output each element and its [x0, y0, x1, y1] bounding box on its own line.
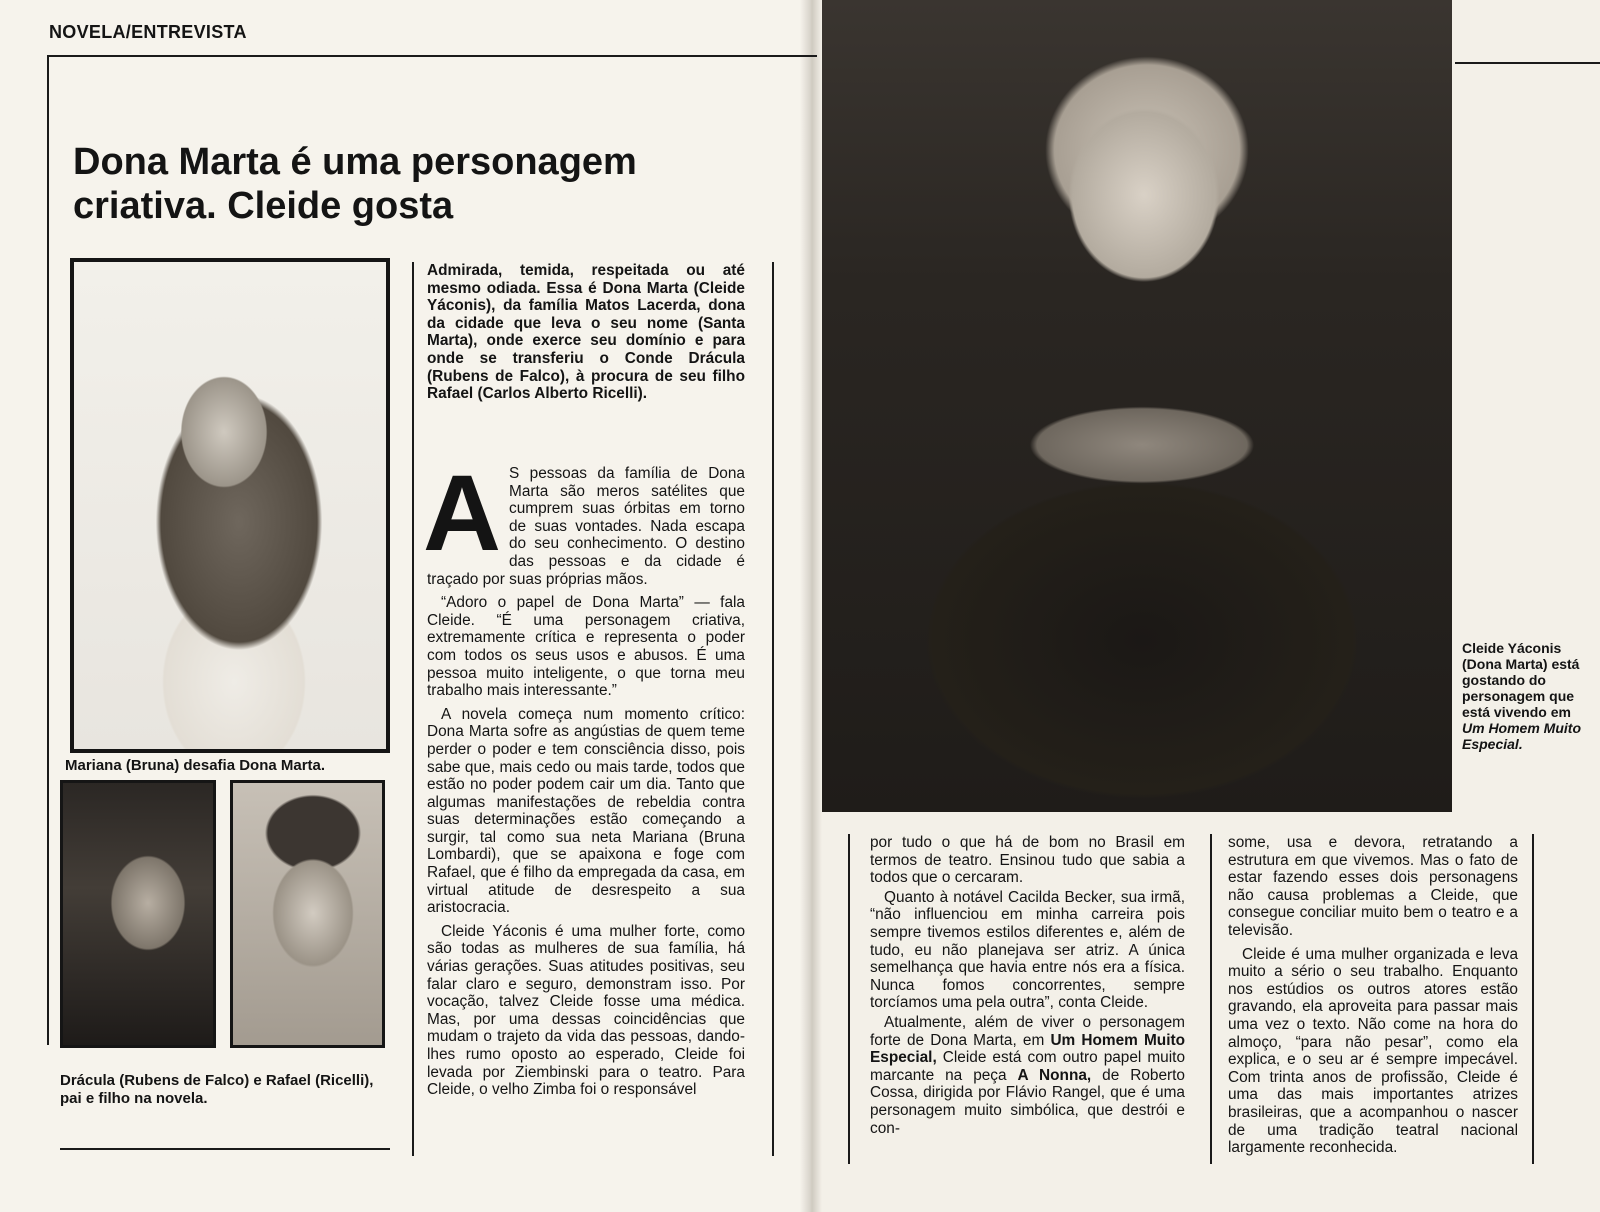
bottom-rule [60, 1148, 390, 1150]
top-rule [47, 55, 817, 57]
article-column-2 [870, 834, 1185, 1137]
paragraph-8: some, usa e devora, retratando a estrutura em que vivemos. Mas o fato de estar fazendo esses dois personagens não causa problemas a Cleide, que consegue conciliar muito bem o teatro e a televisão. [1228, 834, 1518, 939]
paragraph-6: Quanto à notável Cacilda Becker, sua irmã, “não influenciou em minha carreira pois sempre tivemos estilos diferentes e, além de tudo, eu não planejava ser atriz. A única semelhança que havia entre nós era a física. Nunca fomos concorrentes, sempre torcíamos uma pela outra”, conta Cleide. [870, 888, 1185, 1012]
paragraph-9: Cleide é uma mulher organizada e leva muito a sério o seu trabalho. Enquanto nos estúdios os outros atores estão gravando, ela aproveita para passar mais uma vez o texto. Não come na hora do almoço, “para não pesar”, como ela explica, e o seu ar é sempre impecável. Com trinta anos de profissão, Cleide é uma das mais importantes atrizes brasileiras, que a acompanhou o nascer de uma tradição teatral nacional largamente reconhecida. [1228, 945, 1518, 1157]
photo-rafael [230, 780, 385, 1048]
headline: Dona Marta é uma personagem criativa. Cleide gosta [73, 141, 637, 227]
article-column-3 [1228, 834, 1518, 1157]
caption-cleide-text: Cleide Yáconis (Dona Marta) está gostando do personagem que está vivendo em [1462, 640, 1580, 720]
caption-cleide [1462, 640, 1592, 752]
column-rule [1210, 834, 1212, 1164]
paragraph-1 [423, 452, 745, 588]
paragraph-7-text-a: Atualmente, além de viver o personagem forte de Dona Marta, em [870, 1013, 1185, 1049]
article-column-1 [423, 452, 745, 1099]
photo-cleide [822, 0, 1452, 812]
paragraph-5: por tudo o que há de bom no Brasil em termos de teatro. Ensinou tudo que sabia a todos que o cercaram. [870, 834, 1185, 887]
section-label: NOVELA/ENTREVISTA [49, 22, 247, 42]
caption-dracula-rafael: Drácula (Rubens de Falco) e Rafael (Ricelli), pai e filho na novela. [60, 1072, 374, 1107]
caption-mariana: Mariana (Bruna) desafia Dona Marta. [65, 757, 326, 774]
column-rule [1532, 834, 1534, 1164]
caption-cleide-title: Um Homem Muito Especial. [1462, 720, 1581, 752]
play-title: A Nonna, [1017, 1066, 1092, 1084]
paragraph-7-text-c: Cleide está com outro papel muito marcante na peça [870, 1049, 1185, 1084]
lead-paragraph: Admirada, temida, respeitada ou até mesmo odiada. Essa é Dona Marta (Cleide Yáconis), da família Matos Lacerda, dona da cidade que leva o seu nome (Santa Marta), onde exerce seu domínio e para onde se transferiu o Conde Drácula (Rubens de Falco), à procura de seu filho Rafael (Carlos Alberto Ricelli). [427, 262, 745, 403]
left-rule [47, 55, 49, 1045]
column-rule [772, 262, 774, 1156]
paragraph-4: Cleide Yáconis é uma mulher forte, como são todas as mulheres de sua família, há várias gerações. Suas atitudes positivas, seu falar claro e seguro, demonstram isso. Por vocação, talvez Cleide fosse uma médica. Mas, por uma dessas coincidências que mudam o trajeto da vida das pessoas, dando-lhes rumo oposto ao esperado, Cleide foi levada por Ziembinski para o teatro. Para Cleide, o velho Zimba foi o responsável [427, 922, 745, 1099]
show-title: Um Homem Muito Especial, [870, 1031, 1185, 1067]
right-top-rule [1455, 62, 1600, 64]
paragraph-7 [870, 1014, 1185, 1137]
paragraph-3: A novela começa num momento crítico: Dona Marta sofre as angústias de quem teme perder o poder e tem consciência disso, pois sabe que, mais cedo ou mais tarde, todos que estão no poder podem cair um dia. Tanto que algumas manifestações de rebeldia contra suas determinações estão começando a surgir, tal como sua neta Mariana (Bruna Lombardi), que se apaixona e foge com Rafael, que é filho da empregada da casa, em virtual atitude de desrespeito a sua aristocracia. [427, 705, 745, 917]
column-rule [848, 834, 850, 1164]
page-gutter [800, 0, 822, 1212]
photo-dracula [60, 780, 216, 1048]
photo-mariana [70, 258, 390, 753]
paragraph-2: “Adoro o papel de Dona Marta” — fala Cleide. “É uma personagem criativa, extremamente crítica e representa o poder com todos os seus usos e abusos. É uma pessoa muito inteligente, o que torna meu trabalho mais interessante.” [427, 594, 745, 700]
column-rule [412, 262, 414, 1156]
drop-cap: A [423, 452, 501, 573]
paragraph-7-text-e: de Roberto Cossa, dirigida por Flávio Rangel, que é uma personagem muito simbólica, que destrói e con- [870, 1066, 1185, 1137]
article-lead [427, 262, 745, 403]
paragraph-1-text: S pessoas da família de Dona Marta são meros satélites que cumprem suas órbitas em torno de suas vontades. Nada escapa do seu conhecimento. O destino das pessoas e da cidade é traçado por suas próprias mãos. [427, 465, 745, 588]
